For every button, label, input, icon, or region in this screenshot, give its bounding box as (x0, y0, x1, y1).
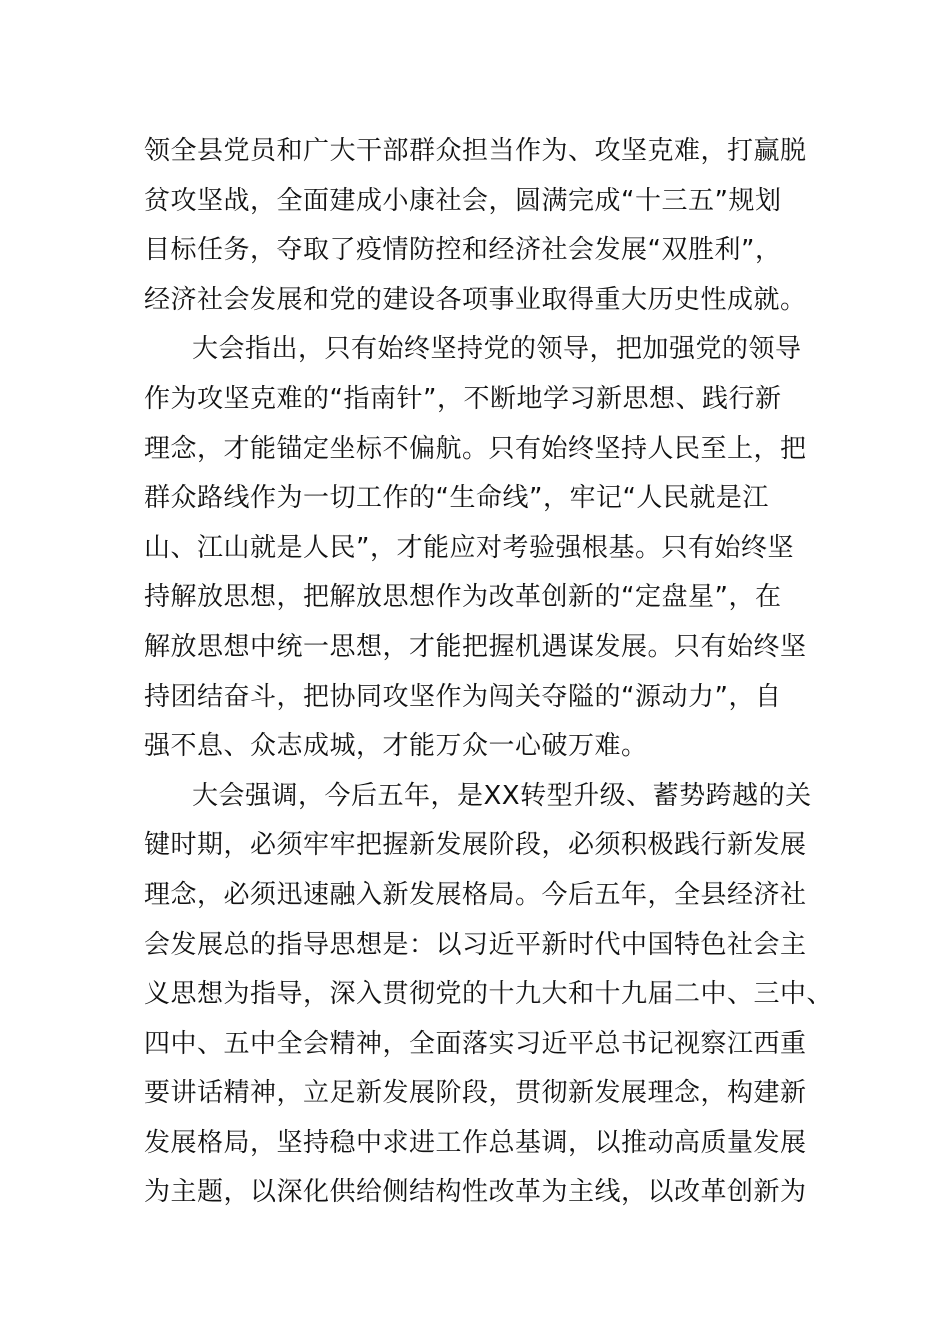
text-line: 发展格局，坚持稳中求进工作总基调，以推动高质量发展 (144, 1127, 807, 1158)
text-line: 义思想为指导，深入贯彻党的十九大和十九届二中、三中、 (144, 979, 834, 1010)
text-line: 要讲话精神，立足新发展阶段，贯彻新发展理念，构建新 (144, 1078, 807, 1109)
text-line: 群众路线作为一切工作的“生命线”，牢记“人民就是江 (144, 483, 769, 514)
text-line: 理念，才能锚定坐标不偏航。只有始终坚持人民至上，把 (144, 433, 807, 464)
text-line: 目标任务，夺取了疫情防控和经济社会发展“双胜利”， (144, 235, 782, 266)
body-text (144, 127, 834, 1218)
text-line: 山、江山就是人民”，才能应对考验强根基。只有始终坚 (144, 532, 794, 563)
text-line: 持解放思想，把解放思想作为改革创新的“定盘星”，在 (144, 582, 782, 613)
text-line: 键时期，必须牢牢把握新发展阶段，必须积极践行新发展 (144, 830, 807, 861)
text-line: 四中、五中全会精神，全面落实习近平总书记视察江西重 (144, 1028, 807, 1059)
text-line: 经济社会发展和党的建设各项事业取得重大历史性成就。 (144, 284, 807, 315)
text-line: 贫攻坚战，全面建成小康社会，圆满完成“十三五”规划 (144, 185, 782, 216)
paragraph-first-line: 大会强调，今后五年，是XX转型升级、蓄势跨越的关 (192, 780, 812, 811)
text-line: 强不息、众志成城，才能万众一心破万难。 (144, 731, 648, 762)
text-line: 作为攻坚克难的“指南针”，不断地学习新思想、践行新 (144, 383, 782, 414)
text-line: 会发展总的指导思想是：以习近平新时代中国特色社会主 (144, 929, 807, 960)
text-line: 持团结奋斗，把协同攻坚作为闯关夺隘的“源动力”，自 (144, 681, 782, 712)
text-line: 领全县党员和广大干部群众担当作为、攻坚克难，打赢脱 (144, 136, 807, 166)
text-line: 为主题，以深化供给侧结构性改革为主线，以改革创新为 (144, 1177, 807, 1208)
text-line: 解放思想中统一思想，才能把握机遇谋发展。只有始终坚 (144, 631, 807, 662)
text-line: 理念，必须迅速融入新发展格局。今后五年，全县经济社 (144, 879, 807, 910)
paragraph-first-line: 大会指出，只有始终坚持党的领导，把加强党的领导 (192, 334, 802, 365)
